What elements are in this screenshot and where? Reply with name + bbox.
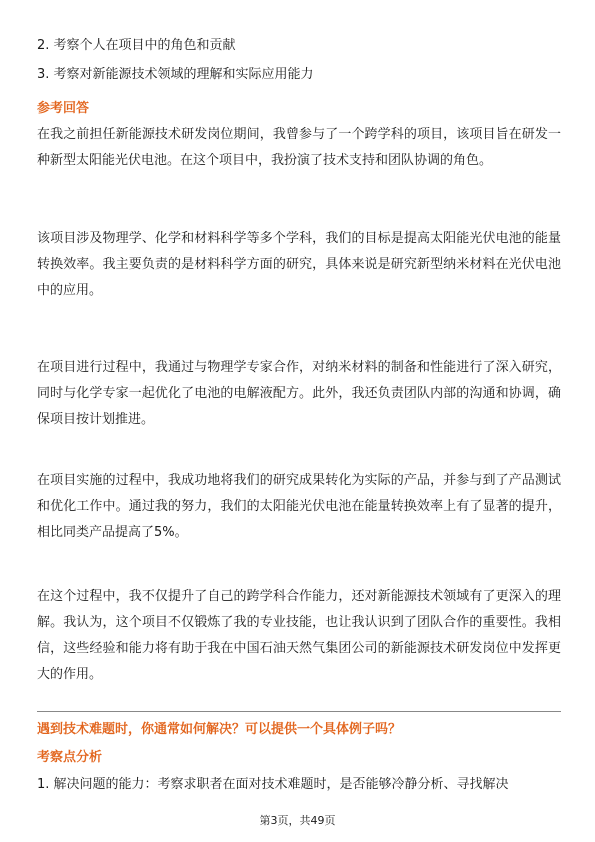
section-divider xyxy=(37,711,561,712)
answer-paragraph-4: 在项目实施的过程中，我成功地将我们的研究成果转化为实际的产品，并参与到了产品测试和优化工作中。通过我的努力，我们的太阳能光伏电池在能量转换效率上有了显著的提升，相比同类产品提高了5%。 xyxy=(37,473,561,540)
answer-paragraph-5: 在这个过程中，我不仅提升了自己的跨学科合作能力，还对新能源技术领域有了更深入的理解。我认为，这个项目不仅锻炼了我的专业技能，也让我认识到了团队合作的重要性。我相信，这些经验和能力将有助于我在中国石油天然气集团公司的新能源技术研发岗位中发挥更大的作用。 xyxy=(37,589,561,682)
answer-paragraph-2: 该项目涉及物理学、化学和材料科学等多个学科，我们的目标是提高太阳能光伏电池的能量转换效率。我主要负责的是材料科学方面的研究，具体来说是研究新型纳米材料在光伏电池中的应用。 xyxy=(37,231,561,298)
answer-paragraph-1: 在我之前担任新能源技术研发岗位期间，我曾参与了一个跨学科的项目，该项目旨在研发一种新型太阳能光伏电池。在这个项目中，我扮演了技术支持和团队协调的角色。 xyxy=(37,127,561,168)
page-number: 第3页，共49页 xyxy=(259,814,336,827)
answer-paragraph-3: 在项目进行过程中，我通过与物理学专家合作，对纳米材料的制备和性能进行了深入研究，同时与化学专家一起优化了电池的电解液配方。此外，我还负责团队内部的沟通和协调，确保项目按计划推进。 xyxy=(37,360,561,427)
question-heading: 遇到技术难题时，你通常如何解决？可以提供一个具体例子吗？ xyxy=(37,722,402,737)
intro-item-3: 3. 考察对新能源技术领域的理解和实际应用能力 xyxy=(37,67,314,82)
analysis-item-1: 1. 解决问题的能力：考察求职者在面对技术难题时，是否能够冷静分析、寻找解决 xyxy=(37,777,509,792)
answer-heading: 参考回答 xyxy=(37,101,90,116)
intro-item-2: 2. 考察个人在项目中的角色和贡献 xyxy=(37,38,236,53)
analysis-heading: 考察点分析 xyxy=(37,750,103,765)
